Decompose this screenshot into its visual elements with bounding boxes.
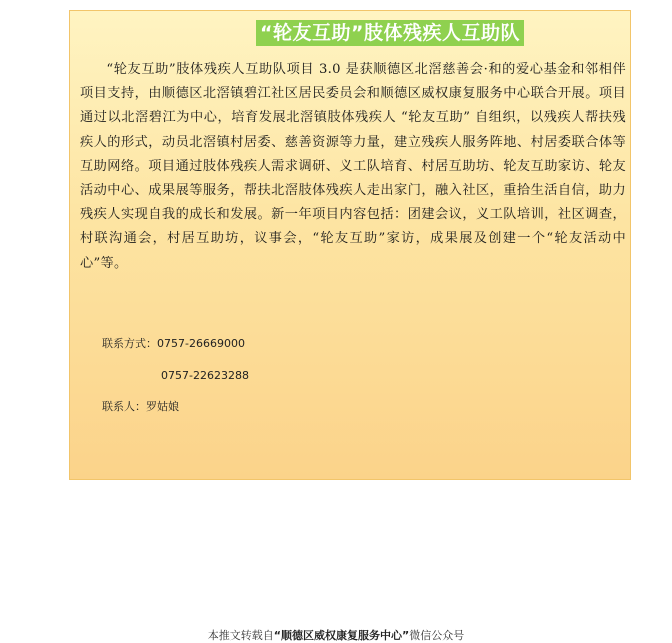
card-title: “轮友互助”肢体残疾人互助队 <box>256 20 524 46</box>
title-wrap <box>256 20 524 46</box>
contact-phone-1: 联系方式：0757-26669000 <box>102 337 245 350</box>
contact-phone-2: 0757-22623288 <box>161 369 249 382</box>
footer-note <box>0 627 672 643</box>
footer-source: “顺德区威权康复服务中心” <box>273 629 410 642</box>
footer-suffix: 微信公众号 <box>409 629 465 642</box>
description-paragraph: “轮友互助”肢体残疾人互助队项目 3.0 是获顺德区北滘慈善会·和的爱心基金和邻相伴项目支持，由顺德区北滘镇碧江社区居民委员会和顺德区威权康复服务中心联合开展。项目通过以北滘碧江为中心，培育发展北滘镇肢体残疾人 “轮友互助” 自组织，以残疾人帮扶残疾人的形式，动员北滘镇村居委、慈善资源等力量，建立残疾人服务阵地、村居委联合体等互助网络。项目通过肢体残疾人需求调研、义工队培育、村居互助坊、轮友互助家访、轮友活动中心、成果展等服务，帮扶北滘肢体残疾人走出家门，融入社区，重拾生活自信，助力残疾人实现自我的成长和发展。新一年项目内容包括：团建会议，义工队培训，社区调查，村联沟通会，村居互助坊，议事会，“轮友互助”家访，成果展及创建一个“轮友活动中心”等。 <box>80 62 626 271</box>
footer-prefix: 本推文转载自 <box>207 629 274 642</box>
contact-person: 联系人：罗姑娘 <box>102 400 179 413</box>
